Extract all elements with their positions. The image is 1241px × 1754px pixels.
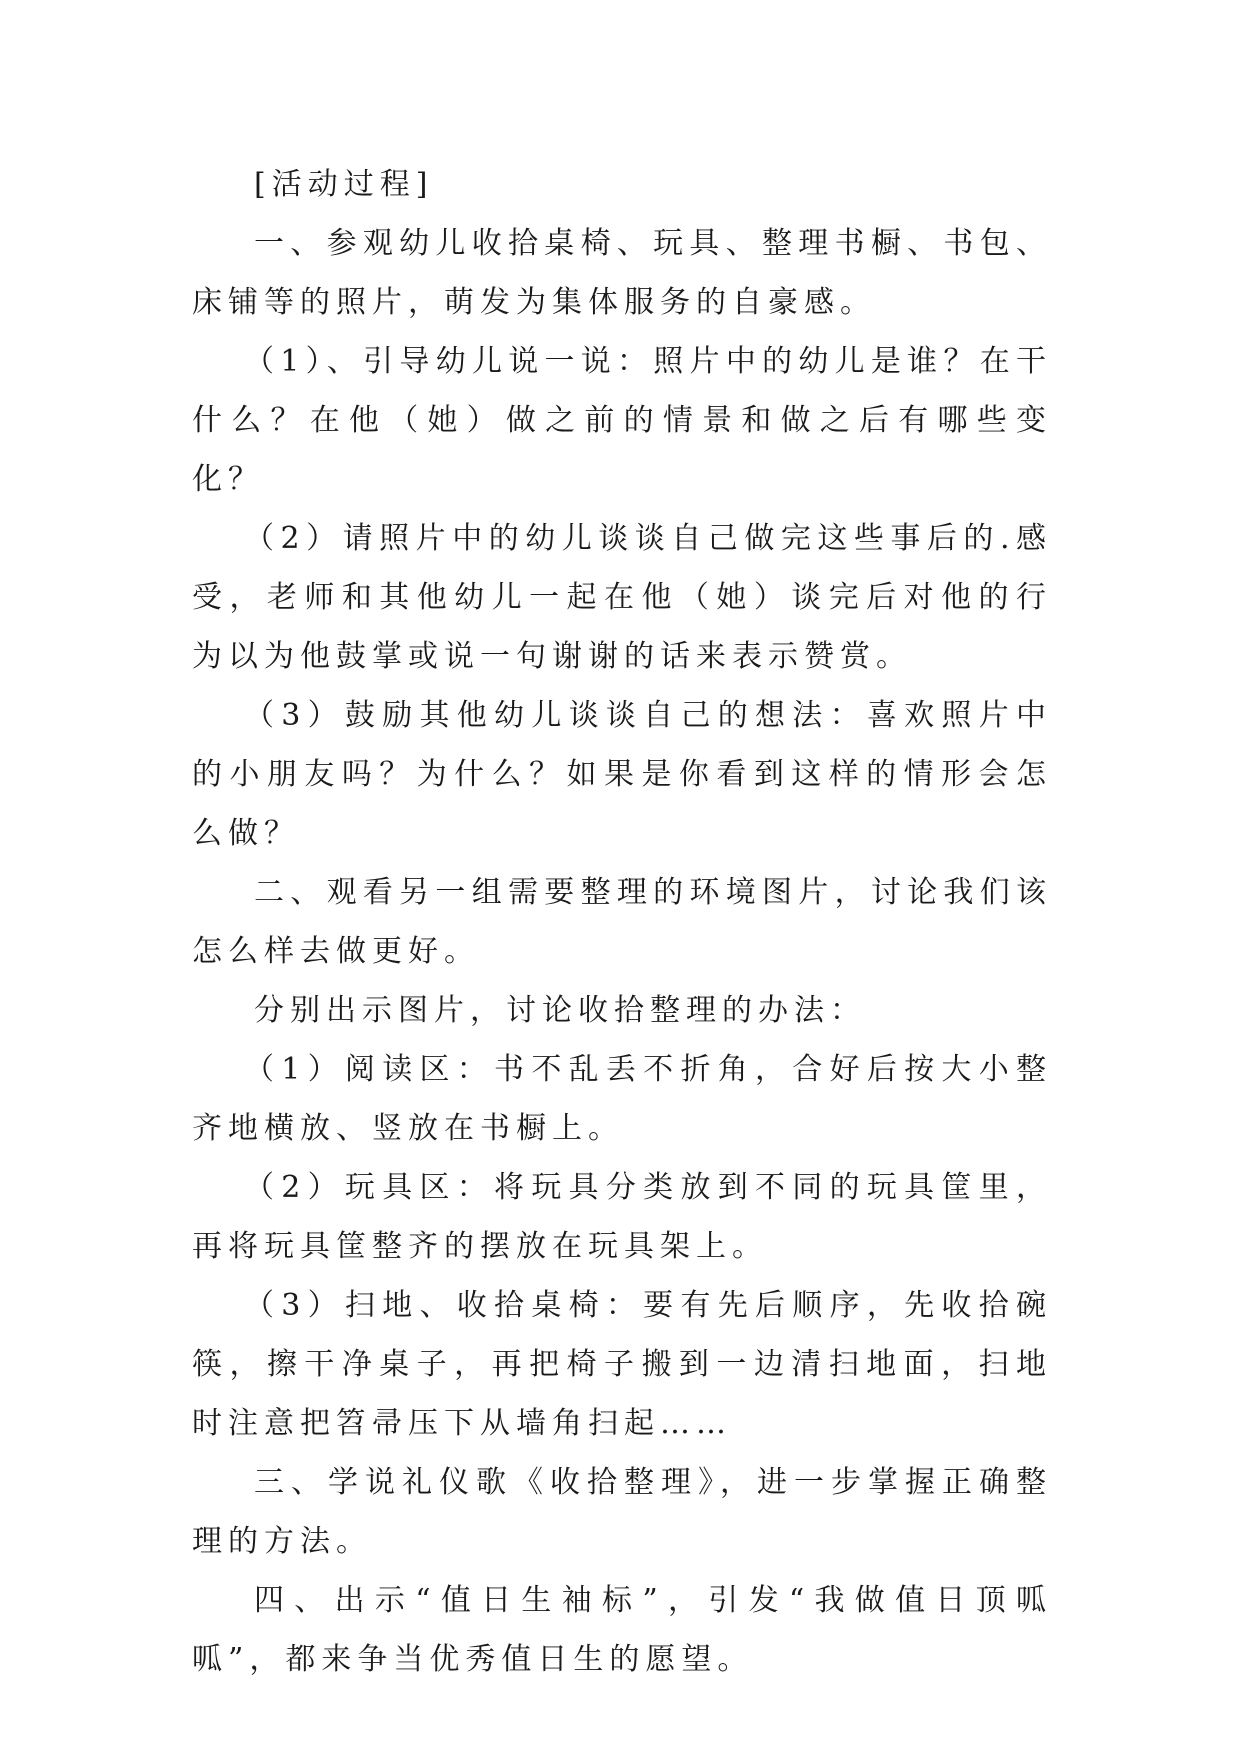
paragraph: （1）、引导幼儿说一说：照片中的幼儿是谁？在干什么？在他（她）做之前的情景和做之后有哪些变化？ [192, 344, 1052, 497]
paragraph: 二、观看另一组需要整理的环境图片，讨论我们该怎么样去做更好。 [192, 875, 1052, 969]
paragraph: （2）请照片中的幼儿谈谈自己做完这些事后的.感受，老师和其他幼儿一起在他（她）谈完后对他的行为以为他鼓掌或说一句谢谢的话来表示赞赏。 [192, 521, 1052, 674]
paragraph: 一、参观幼儿收拾桌椅、玩具、整理书橱、书包、床铺等的照片，萌发为集体服务的自豪感。 [192, 226, 1052, 320]
paragraph: 三、学说礼仪歌《收拾整理》，进一步掌握正确整理的方法。 [192, 1465, 1052, 1559]
paragraph: （1）阅读区：书不乱丢不折角，合好后按大小整齐地横放、竖放在书橱上。 [192, 1052, 1052, 1146]
paragraph: （2）玩具区：将玩具分类放到不同的玩具筐里，再将玩具筐整齐的摆放在玩具架上。 [192, 1170, 1052, 1264]
paragraph: 分别出示图片，讨论收拾整理的办法： [254, 993, 866, 1028]
paragraph: （3）鼓励其他幼儿谈谈自己的想法：喜欢照片中的小朋友吗？为什么？如果是你看到这样的情形会怎么做？ [192, 698, 1052, 851]
document-body [192, 155, 1052, 1689]
paragraph: 四、出示“值日生袖标”，引发“我做值日顶呱呱”，都来争当优秀值日生的愿望。 [192, 1583, 1052, 1677]
section-heading: [活动过程] [254, 167, 434, 202]
paragraph: （3）扫地、收拾桌椅：要有先后顺序，先收拾碗筷，擦干净桌子，再把椅子搬到一边清扫地面，扫地时注意把笤帚压下从墙角扫起…… [192, 1288, 1052, 1441]
